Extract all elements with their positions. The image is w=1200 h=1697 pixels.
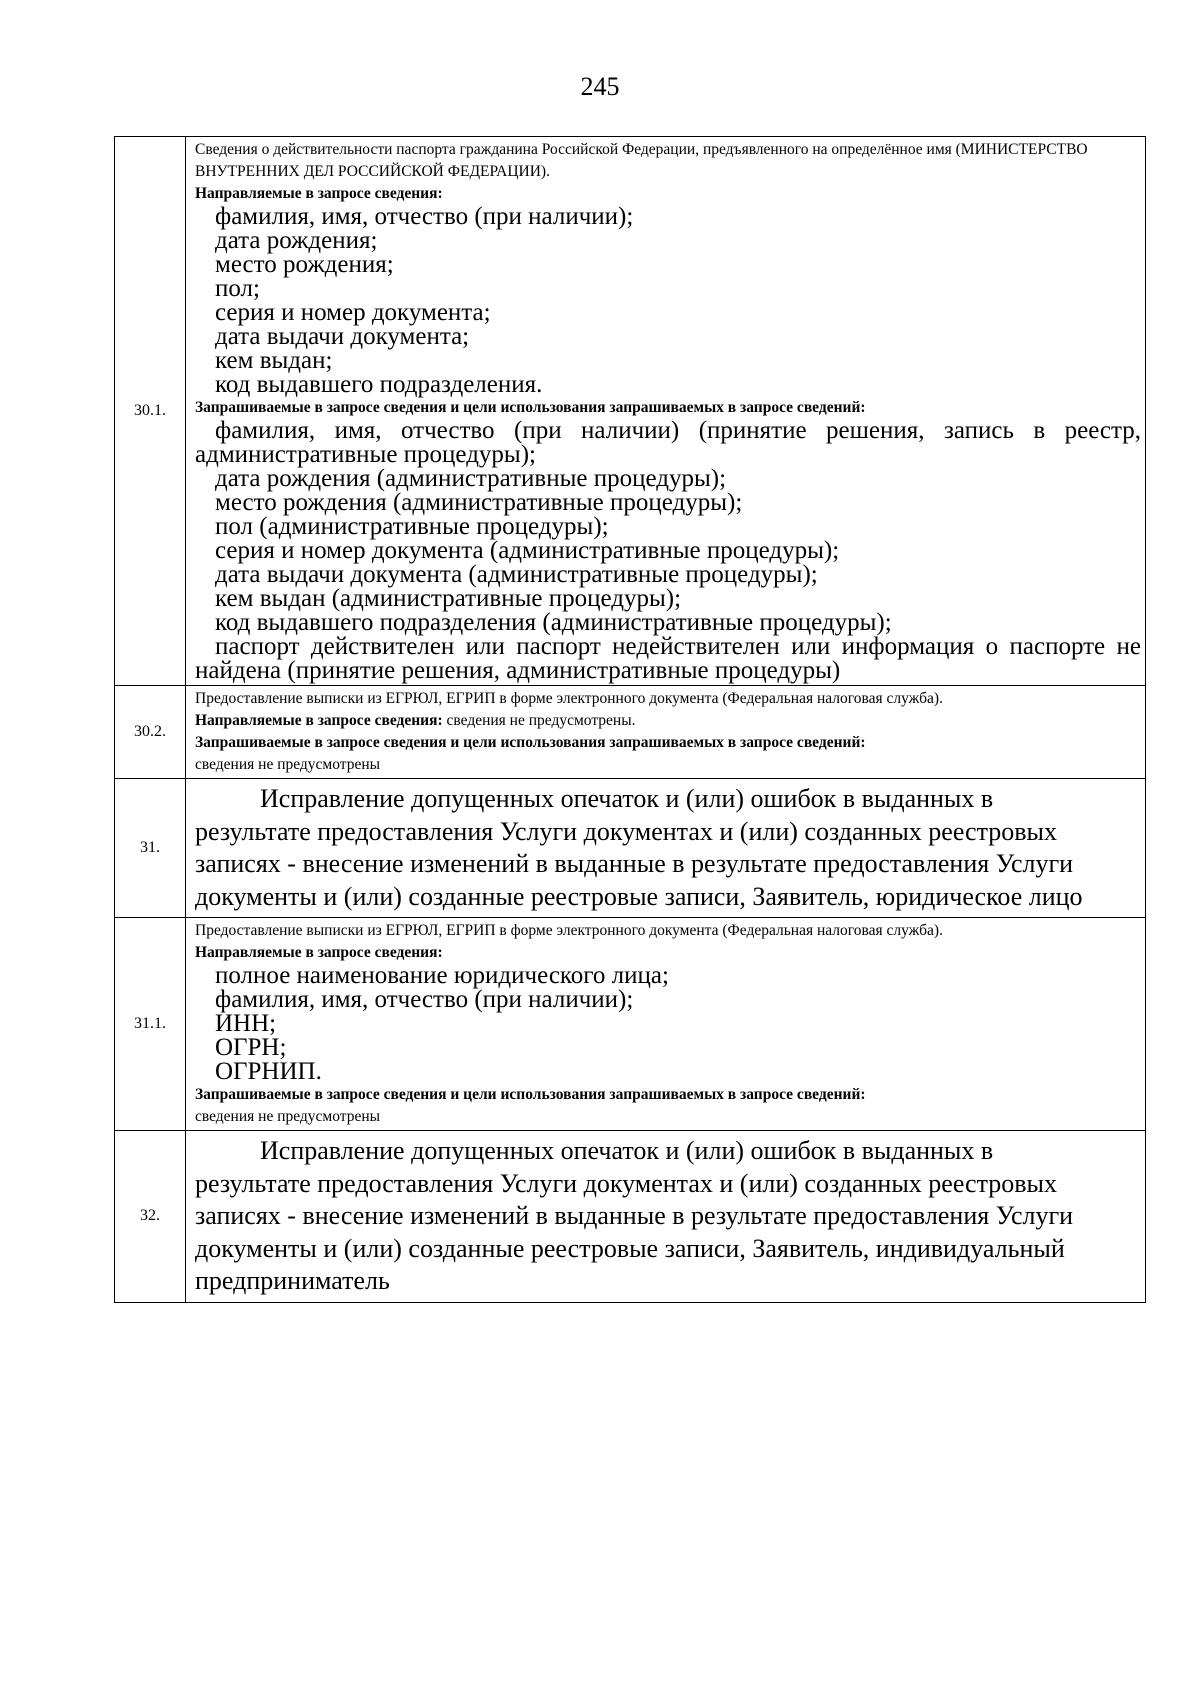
requested-data-label: Запрашиваемые в запросе сведения и цели использования запрашиваемых в запросе сведений: xyxy=(195,399,866,416)
row-number: 31.1. xyxy=(115,918,186,1131)
requested-data-list xyxy=(195,419,1141,683)
sent-data-list xyxy=(195,205,1141,397)
list-item: ОГРНИП. xyxy=(215,1058,322,1085)
table-row xyxy=(115,686,1146,779)
table-row xyxy=(115,137,1146,686)
description-rest: результате предоставления Услуги документах и (или) созданных реестровых записях - внесение изменений в выданные в результате предоставления Услуги документы и (или) созданные реестровые записи, Заявитель, юридическое лицо xyxy=(195,816,1083,911)
list-item: дата выдачи документа (административные процедуры); xyxy=(215,561,818,588)
service-description xyxy=(195,781,1141,915)
row-number: 30.1. xyxy=(115,137,186,686)
table-row xyxy=(115,918,1146,1131)
list-item: ОГРН; xyxy=(215,1034,287,1061)
list-item: фамилия, имя, отчество (при наличии); xyxy=(215,203,634,230)
row-number: 32. xyxy=(115,1131,186,1303)
row-content xyxy=(186,686,1146,779)
list-item: серия и номер документа; xyxy=(215,299,491,326)
row-content xyxy=(186,137,1146,686)
sent-data-label: Направляемые в запросе сведения: xyxy=(195,185,443,202)
list-item: дата выдачи документа; xyxy=(215,323,470,350)
list-item: дата рождения; xyxy=(215,227,378,254)
list-item: ИНН; xyxy=(215,1010,277,1037)
list-item: серия и номер документа (административные процедуры); xyxy=(215,537,840,564)
requested-data-label: Запрашиваемые в запросе сведения и цели использования запрашиваемых в запросе сведений: xyxy=(195,734,866,751)
list-item: код выдавшего подразделения. xyxy=(215,371,543,398)
list-item: фамилия, имя, отчество (при наличии); xyxy=(215,986,634,1013)
requested-data-label: Запрашиваемые в запросе сведения и цели использования запрашиваемых в запросе сведений: xyxy=(195,1086,866,1103)
requested-data-value: сведения не предусмотрены xyxy=(195,1108,381,1125)
list-item: место рождения (административные процедуры); xyxy=(215,489,743,516)
sent-data-label: Направляемые в запросе сведения: xyxy=(195,944,443,961)
description-first-line: Исправление допущенных опечаток и (или) ошибок в выданных в xyxy=(260,1136,994,1165)
list-item: кем выдан; xyxy=(215,347,333,374)
list-item: код выдавшего подразделения (административные процедуры); xyxy=(215,609,892,636)
list-item: место рождения; xyxy=(215,251,394,278)
row-number: 30.2. xyxy=(115,686,186,779)
requested-data-value: сведения не предусмотрены xyxy=(195,756,381,773)
row-content xyxy=(186,918,1146,1131)
sent-data-line xyxy=(195,710,1141,732)
page-number: 245 xyxy=(580,72,620,101)
row-number: 31. xyxy=(115,779,186,918)
list-item: паспорт действителен или паспорт недействителен или информация о паспорте не найдена (принятие решения, административные процедуры) xyxy=(195,633,1141,684)
request-title: Сведения о действительности паспорта гражданина Российской Федерации, предъявленного на определённое имя (МИНИСТЕРСТВО ВНУТРЕННИХ ДЕЛ РОССИЙСКОЙ ФЕДЕРАЦИИ). xyxy=(195,141,1088,180)
table-row xyxy=(115,779,1146,918)
description-first-line: Исправление допущенных опечаток и (или) ошибок в выданных в xyxy=(260,784,994,813)
list-item: пол; xyxy=(215,275,260,302)
list-item: фамилия, имя, отчество (при наличии) (принятие решения, запись в реестр, административные процедуры); xyxy=(195,417,1141,468)
row-content xyxy=(186,779,1146,918)
list-item: дата рождения (административные процедуры); xyxy=(215,465,727,492)
row-content xyxy=(186,1131,1146,1303)
sent-data-value: сведения не предусмотрены. xyxy=(442,712,636,729)
description-rest: результате предоставления Услуги документах и (или) созданных реестровых записях - внесение изменений в выданные в результате предоставления Услуги документы и (или) созданные реестровые записи, Заявитель, индивидуальный предприниматель xyxy=(195,1168,1074,1295)
request-title: Предоставление выписки из ЕГРЮЛ, ЕГРИП в форме электронного документа (Федеральная налоговая служба). xyxy=(195,922,943,939)
request-title: Предоставление выписки из ЕГРЮЛ, ЕГРИП в форме электронного документа (Федеральная налоговая служба). xyxy=(195,690,943,707)
list-item: полное наименование юридического лица; xyxy=(215,962,669,989)
service-description xyxy=(195,1133,1141,1300)
services-table xyxy=(114,136,1146,1303)
sent-data-label: Направляемые в запросе сведения: xyxy=(195,712,443,729)
sent-data-list xyxy=(195,964,1141,1084)
table-row xyxy=(115,1131,1146,1303)
list-item: пол (административные процедуры); xyxy=(215,513,609,540)
list-item: кем выдан (административные процедуры); xyxy=(215,585,682,612)
